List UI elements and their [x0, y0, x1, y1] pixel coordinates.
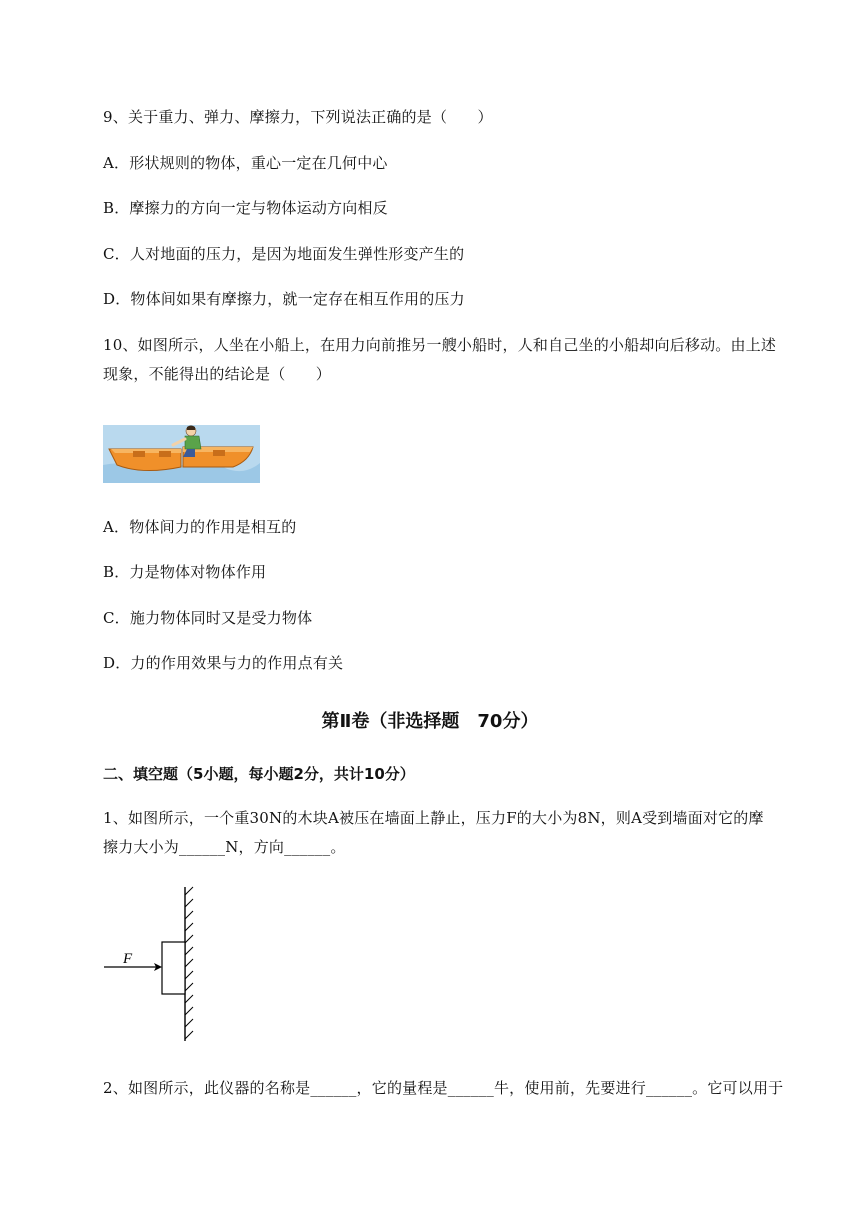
q9-option-d: D．物体间如果有摩擦力，就一定存在相互作用的压力	[103, 290, 465, 308]
wall-block-force-diagram	[100, 885, 200, 1045]
q10-option-c: C．施力物体同时又是受力物体	[103, 609, 313, 627]
q9-stem: 9、关于重力、弹力、摩擦力，下列说法正确的是（ ）	[103, 108, 493, 126]
fill2-line1: 2、如图所示，此仪器的名称是______，它的量程是______牛，使用前，先要进行______。它可以用于	[103, 1079, 784, 1097]
q10-stem-line1: 10、如图所示，人坐在小船上，在用力向前推另一艘小船时，人和自己坐的小船却向后移动。由上述	[103, 336, 777, 354]
boat-illustration	[103, 425, 260, 483]
q9-option-b: B．摩擦力的方向一定与物体运动方向相反	[103, 199, 388, 217]
force-label: F	[123, 951, 133, 967]
wall-hatching	[185, 887, 193, 1039]
fill1-line1: 1、如图所示，一个重30N的木块A被压在墙面上静止，压力F的大小为8N，则A受到墙面对它的摩	[103, 809, 764, 827]
q9-option-a: A．形状规则的物体，重心一定在几何中心	[103, 154, 388, 172]
fill1-line2: 擦力大小为______N，方向______。	[103, 838, 346, 856]
q10-option-a: A．物体间力的作用是相互的	[103, 518, 297, 536]
q9-option-c: C．人对地面的压力，是因为地面发生弹性形变产生的	[103, 245, 465, 263]
q10-stem-line2: 现象，不能得出的结论是（ ）	[103, 365, 332, 383]
fill-blank-section-heading: 二、填空题（5小题，每小题2分，共计10分）	[103, 765, 415, 783]
q10-option-d: D．力的作用效果与力的作用点有关	[103, 654, 344, 672]
q10-option-b: B．力是物体对物体作用	[103, 563, 267, 581]
block-a	[162, 942, 185, 994]
part2-title: 第Ⅱ卷（非选择题 70分）	[321, 711, 539, 732]
